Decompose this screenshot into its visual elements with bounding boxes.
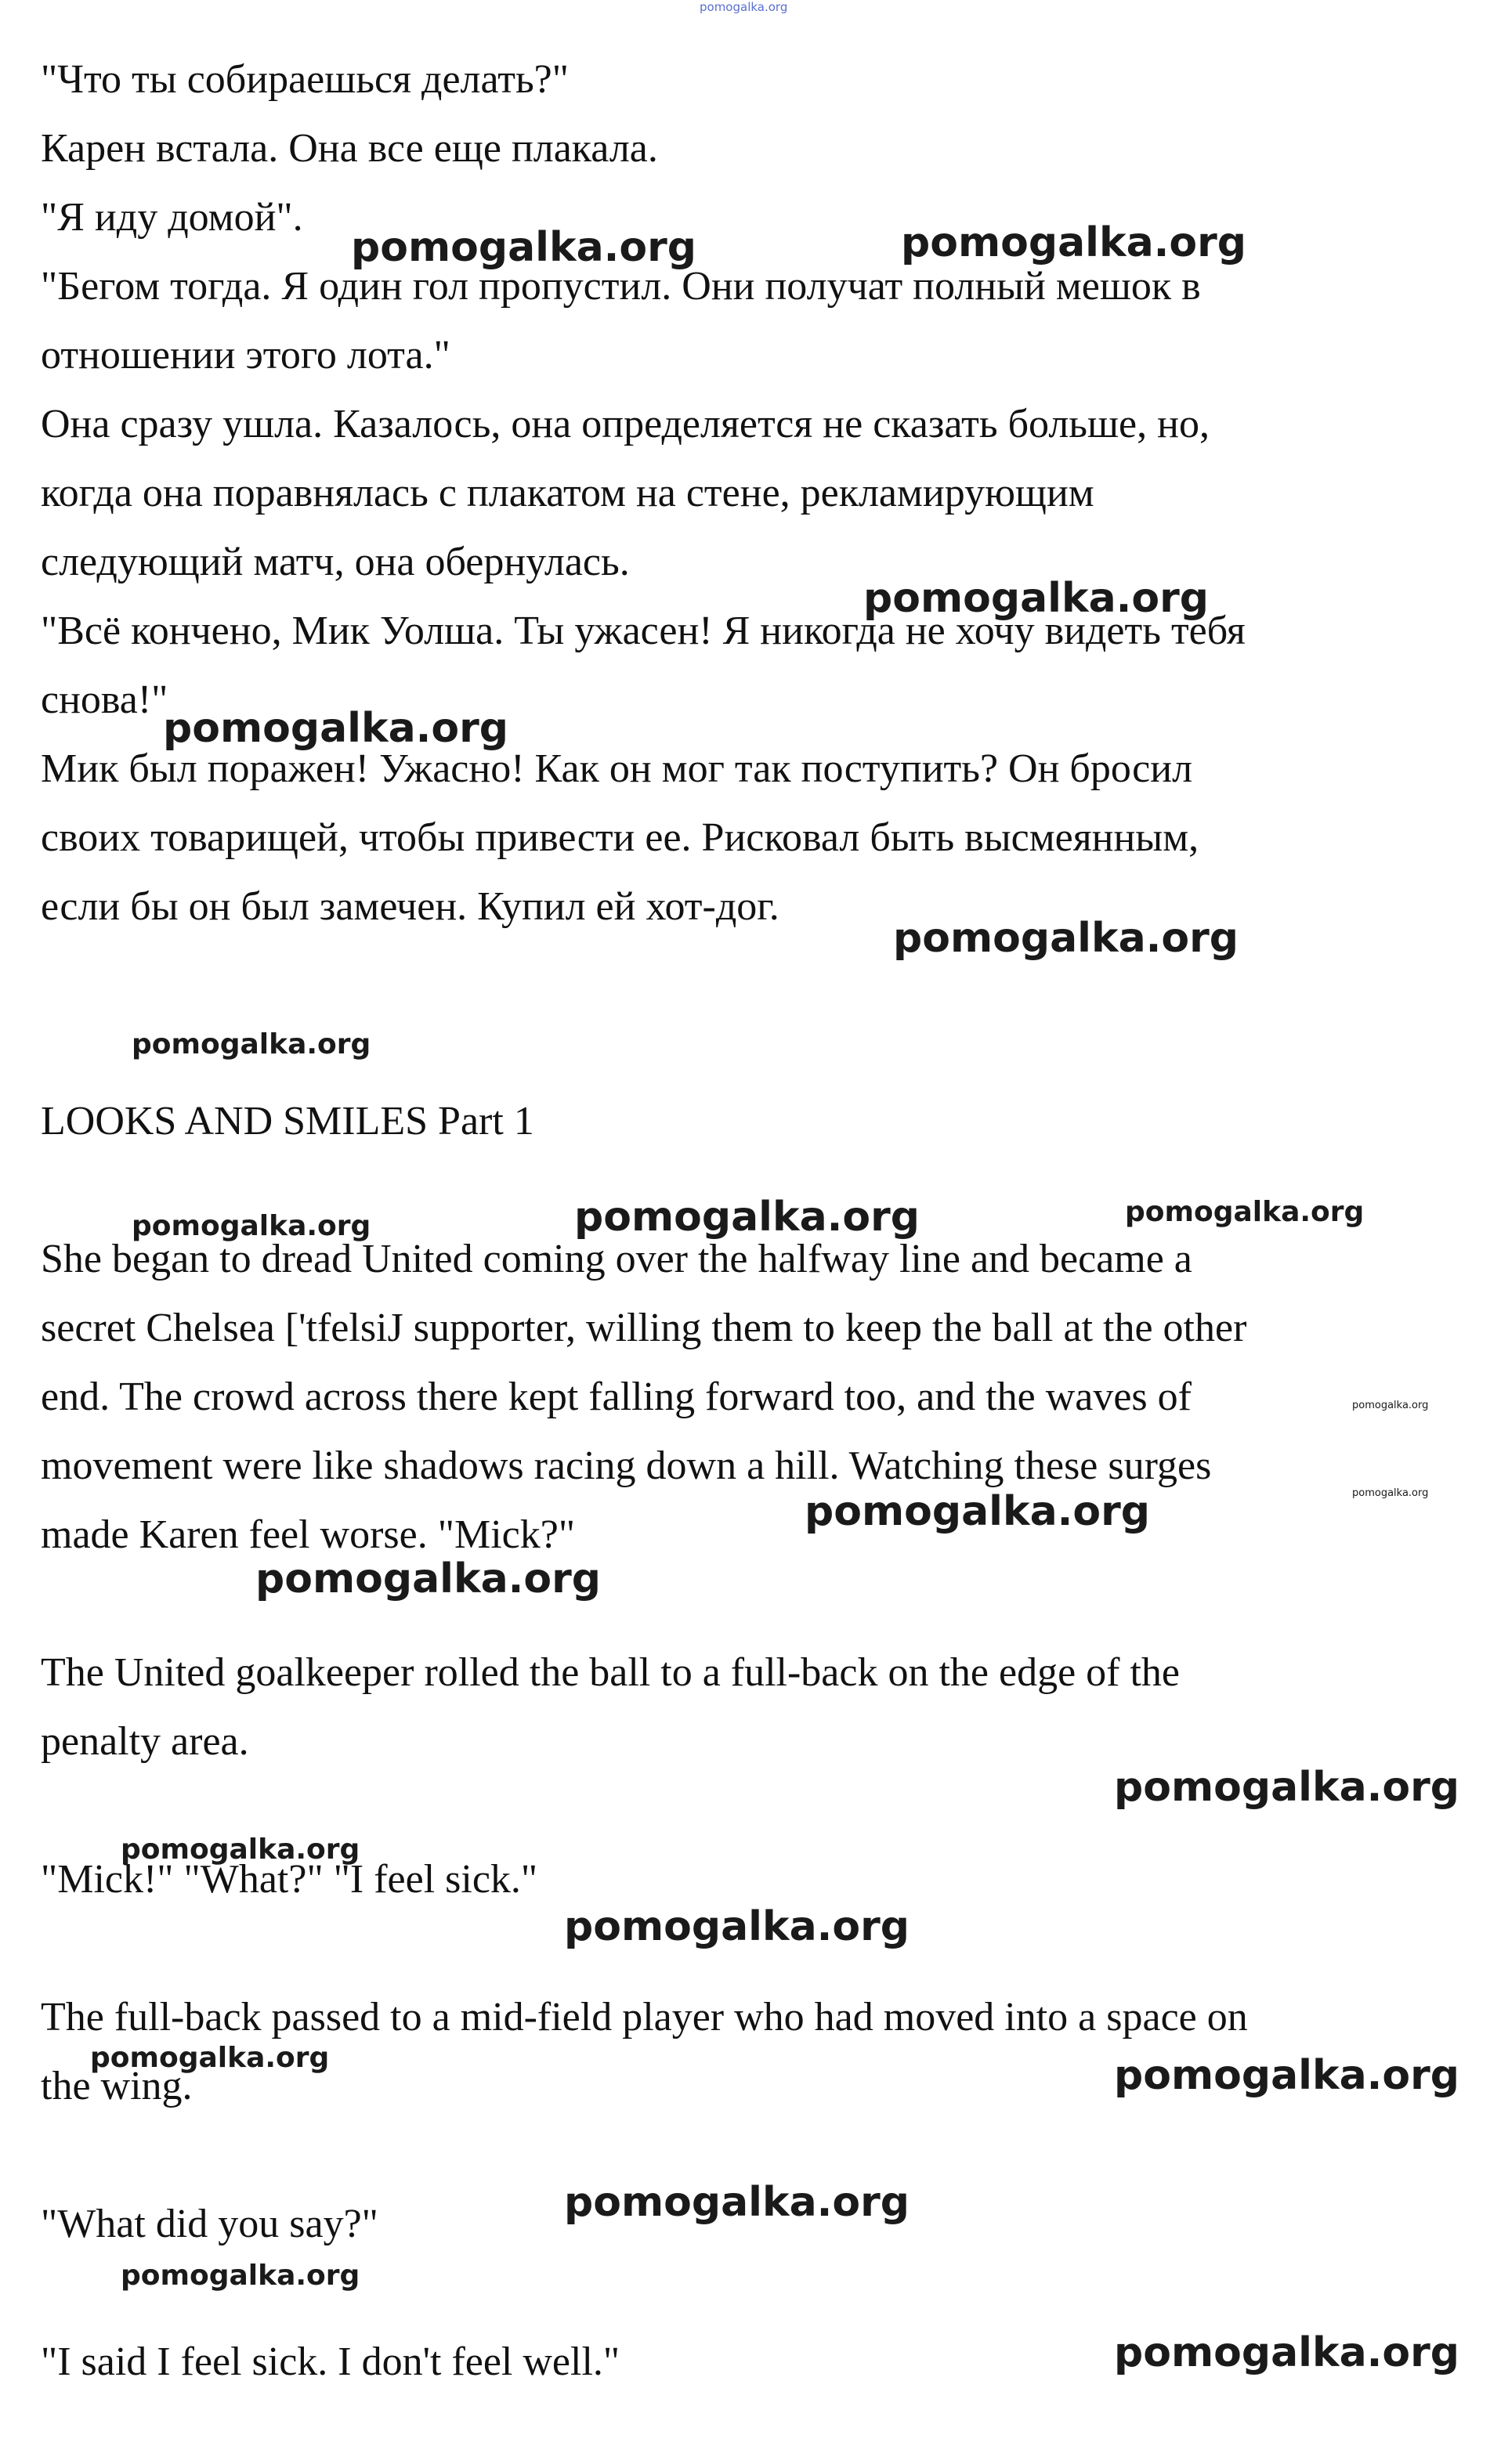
watermark: pomogalka.org xyxy=(1352,1487,1429,1499)
watermark: pomogalka.org xyxy=(351,224,697,271)
paragraph-line: movement were like shadows racing down a hill. Watching these surges xyxy=(41,1443,1212,1488)
watermark: pomogalka.org xyxy=(255,1555,602,1602)
paragraph-line: secret Chelsea ['tfelsiJ supporter, willing them to keep the ball at the other xyxy=(41,1306,1247,1350)
paragraph-line: "Бегом тогда. Я один гол пропустил. Они получат полный мешок в xyxy=(41,264,1201,309)
watermark: pomogalka.org xyxy=(1352,1400,1429,1411)
paragraph-line: "What did you say?" xyxy=(41,2202,378,2246)
watermark: pomogalka.org xyxy=(1125,1196,1365,1228)
watermark: pomogalka.org xyxy=(893,915,1239,962)
paragraph-line: своих товарищей, чтобы привести ее. Рисковал быть высмеянным, xyxy=(41,815,1199,860)
watermark: pomogalka.org xyxy=(574,1194,920,1241)
paragraph-line: made Karen feel worse. "Mick?" xyxy=(41,1512,576,1557)
watermark: pomogalka.org xyxy=(805,1488,1151,1535)
paragraph-line: Мик был поражен! Ужасно! Как он мог так поступить? Он бросил xyxy=(41,746,1193,791)
watermark: pomogalka.org xyxy=(1114,2329,1460,2376)
paragraph-line: the wing. xyxy=(41,2064,193,2108)
paragraph-line: The full-back passed to a mid-field player who had moved into a space on xyxy=(41,1995,1248,2039)
paragraph-line: She began to dread United coming over the halfway line and became a xyxy=(41,1237,1192,1281)
paragraph-line: снова!" xyxy=(41,677,168,722)
paragraph-line: если бы он был замечен. Купил ей хот-дог. xyxy=(41,884,779,929)
paragraph-line: "Всё кончено, Мик Уолша. Ты ужасен! Я никогда не хочу видеть тебя xyxy=(41,609,1246,653)
paragraph-line: "Mick!" "What?" "I feel sick." xyxy=(41,1857,538,1902)
paragraph-line: следующий матч, она обернулась. xyxy=(41,540,630,584)
paragraph-line: Она сразу ушла. Казалось, она определяется не сказать больше, но, xyxy=(41,402,1210,446)
watermark: pomogalka.org xyxy=(863,575,1210,622)
watermark: pomogalka.org xyxy=(121,2260,360,2292)
watermark: pomogalka.org xyxy=(1114,1764,1460,1811)
watermark: pomogalka.org xyxy=(132,1028,371,1060)
watermark: pomogalka.org xyxy=(901,219,1247,266)
watermark: pomogalka.org xyxy=(564,1903,910,1950)
watermark: pomogalka.org xyxy=(132,1210,371,1242)
watermark: pomogalka.org xyxy=(163,705,509,752)
watermark: pomogalka.org xyxy=(564,2179,910,2226)
paragraph-line: "Я иду домой". xyxy=(41,195,303,240)
watermark: pomogalka.org xyxy=(1114,2052,1460,2099)
header-watermark: pomogalka.org xyxy=(700,0,788,14)
paragraph-line: когда она поравнялась с плакатом на стене, рекламирующим xyxy=(41,471,1094,515)
paragraph-line: Карен встала. Она все еще плакала. xyxy=(41,126,658,171)
paragraph-line: отношении этого лота." xyxy=(41,333,450,378)
watermark: pomogalka.org xyxy=(121,1834,360,1866)
section-title: LOOKS AND SMILES Part 1 xyxy=(41,1099,534,1143)
paragraph-line: "I said I feel sick. I don't feel well." xyxy=(41,2339,620,2384)
paragraph-line: The United goalkeeper rolled the ball to a full-back on the edge of the xyxy=(41,1650,1180,1695)
paragraph-line: penalty area. xyxy=(41,1719,249,1764)
paragraph-line: "Что ты собираешься делать?" xyxy=(41,57,569,102)
paragraph-line: end. The crowd across there kept falling forward too, and the waves of xyxy=(41,1375,1192,1419)
watermark: pomogalka.org xyxy=(90,2042,330,2074)
